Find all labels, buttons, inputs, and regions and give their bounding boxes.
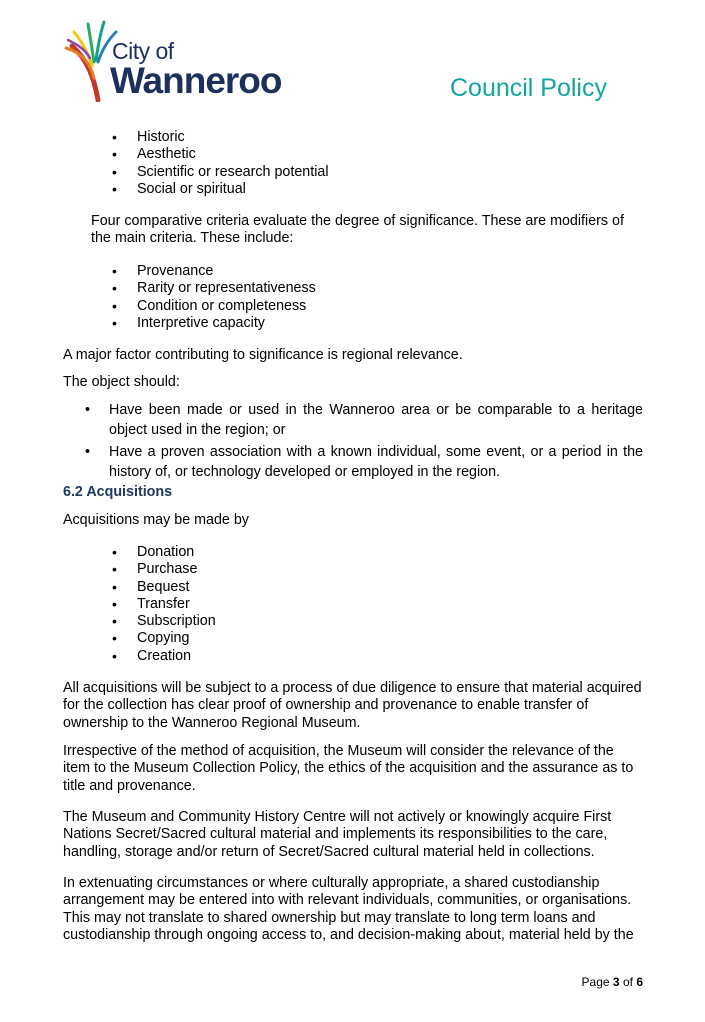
page-total: 6 [636, 975, 643, 989]
list-item: • Scientific or research potential [91, 164, 329, 181]
list-item: • Interpretive capacity [91, 315, 316, 332]
acquisition-methods-list [91, 544, 216, 665]
page-number [582, 975, 643, 989]
method-of-acquisition-paragraph: Irrespective of the method of acquisition, the Museum will consider the relevance of the item to the Museum Collection Policy, the ethics of the acquisition and the assurance as to title and provenance. [63, 743, 634, 794]
due-diligence-paragraph: All acquisitions will be subject to a process of due diligence to ensure that material acquired for the collection has clear proof of ownership and provenance to enable transfer of ownership to the Wanneroo Regional Museum. [63, 680, 642, 731]
custodianship-paragraph: In extenuating circumstances or where culturally appropriate, a shared custodianship arrangement may be entered into with relevant individuals, communities, or organisations. This may not translate to shared ownership but may translate to long term loans and custodianship through ongoing access to, and decision-making about, material held by the [63, 875, 634, 943]
logo-city-of-text: City of [112, 38, 174, 64]
list-item: • Copying [91, 630, 216, 647]
page-current: 3 [612, 975, 620, 989]
acquisitions-intro: Acquisitions may be made by [63, 512, 249, 528]
document-type-title: Council Policy [449, 74, 607, 102]
comparative-criteria-list [91, 263, 316, 332]
comparative-intro-paragraph: Four comparative criteria evaluate the degree of significance. These are modifiers of the main criteria. These include: [91, 213, 624, 247]
list-item: • Subscription [91, 613, 216, 630]
list-item: • Have been made or used in the Wanneroo area or be comparable to a heritage object used in the region; or [85, 400, 643, 440]
list-item: • Historic [91, 129, 329, 146]
logo-wanneroo-text: Wanneroo [110, 60, 282, 101]
list-item: • Donation [91, 544, 216, 561]
object-should-list [85, 400, 643, 482]
list-item: • Bequest [91, 579, 216, 596]
list-item: • Aesthetic [91, 146, 329, 163]
list-item: • Purchase [91, 561, 216, 578]
object-should-intro: The object should: [63, 374, 180, 390]
list-item: • Have a proven association with a known individual, some event, or a period in the history of, or technology developed or employed in the region. [85, 442, 643, 482]
list-item: • Rarity or representativeness [91, 280, 316, 297]
list-item: • Transfer [91, 596, 216, 613]
page-of-label: of [622, 975, 633, 989]
list-item: • Provenance [91, 263, 316, 280]
regional-relevance-paragraph: A major factor contributing to significance is regional relevance. [63, 347, 463, 363]
list-item: • Social or spiritual [91, 181, 329, 198]
list-item: • Condition or completeness [91, 298, 316, 315]
section-heading: 6.2 Acquisitions [63, 484, 173, 500]
page-label: Page [581, 975, 610, 989]
main-criteria-list [91, 129, 329, 198]
city-of-wanneroo-logo [64, 18, 294, 102]
secret-sacred-paragraph: The Museum and Community History Centre will not actively or knowingly acquire First Nations Secret/Sacred cultural material and implements its responsibilities to the care, handling, storage and/or return of Secret/Sacred cultural material held in collections. [63, 809, 612, 860]
list-item: • Creation [91, 648, 216, 665]
